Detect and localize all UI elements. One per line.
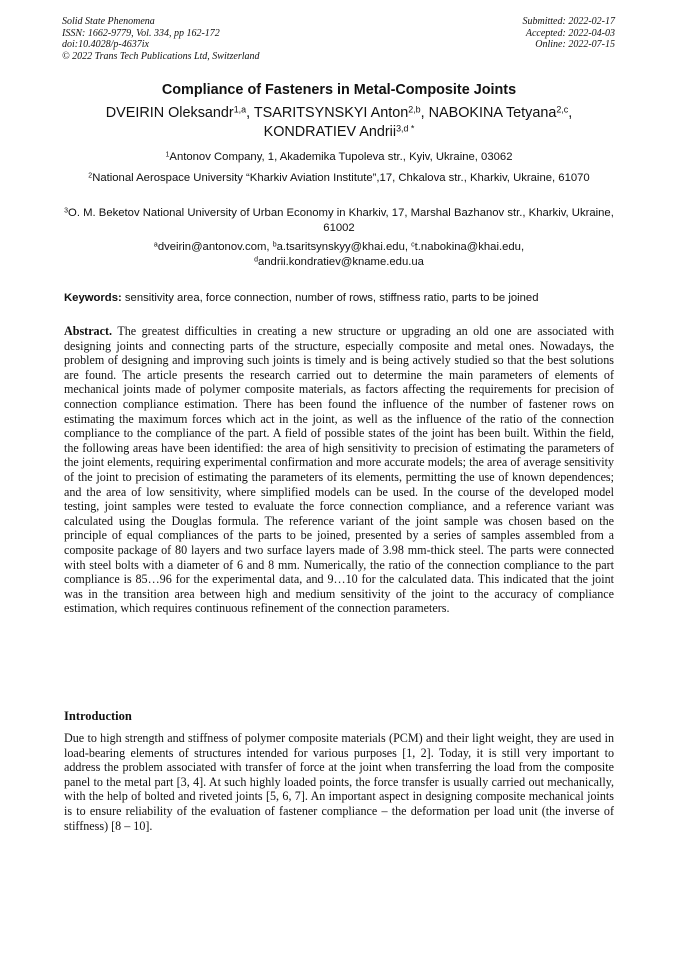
journal-name: Solid State Phenomena	[62, 16, 155, 27]
journal-doi: doi:10.4028/p-4637ix	[62, 39, 149, 51]
publication-dates	[523, 16, 616, 51]
author-affiliation-mark: 3,d *	[396, 123, 415, 134]
affiliation-text: Antonov Company, 1, Akademika Tupoleva str., Kyiv, Ukraine, 03062	[169, 151, 513, 163]
author-affiliation-mark: 1,a	[233, 104, 247, 115]
keywords-text: sensitivity area, force connection, number of rows, stiffness ratio, parts to be joined	[124, 292, 539, 304]
journal-meta	[62, 16, 260, 62]
affiliation	[64, 150, 614, 165]
author-affiliation-mark: 2,b	[408, 104, 421, 115]
author-name: DVEIRIN Oleksandr	[105, 105, 234, 121]
journal-copyright: © 2022 Trans Tech Publications Ltd, Switzerland	[62, 50, 260, 62]
affiliation-number: 1	[165, 151, 170, 159]
keywords-label: Keywords:	[64, 292, 122, 304]
affiliation-number: 3	[64, 207, 69, 215]
abstract-label: Abstract.	[64, 324, 113, 338]
email-address[interactable]: dveirin@antonov.com	[157, 241, 267, 253]
email-mark: a	[153, 241, 158, 249]
email-address[interactable]: andrii.kondratiev@kname.edu.ua	[257, 256, 424, 268]
author-list: DVEIRIN Oleksandr$^{1,a}$, TSARITSYNSKYI Anton$^{2,b}$, NABOKINA Tetyana$^{2,c}$, KONDRATIEV Andrii$^{3,d *}$	[105, 104, 573, 140]
author-name: KONDRATIEV Andrii	[263, 124, 397, 140]
affiliation-number: 2	[88, 172, 93, 180]
email-mark: d	[254, 256, 258, 264]
email-mark: b	[272, 241, 277, 249]
abstract-text: The greatest difficulties in creating a new structure or upgrading an old one are associated with designing joints and connecting parts of the structure, especially composite and metal ones. Nowadays, the problem of designing and improving such joints is timely and is being actively studied so that the best solutions are found. The article presents the research carried out to determine the main parameters of elements of mechanical joints made of polymer composite materials, as factors affecting the requirements for precision of connection compliance estimation. There has been found the influence of the number of fastener rows on estimating the maximum forces which act in the joint, as well as the influence of the ratio of the connection compliance to the compliance of the part. A field of possible states of the joint has been built. Within the field, the following areas have been identified: the area of high sensitivity to precision of estimating the parameters of the joint elements, requiring experimental confirmation and more accurate models; the area of average sensitivity of the joint to precision of estimating the parameters of its elements, permitting the use of known dependences; and the area of low sensitivity, where simplified models can be used. In the course of the developed model testing, joint samples were tested to evaluate the force connection compliance, and a reference variant was calculated using the Douglas formula. The reference variant of the joint sample was chosen based on the principle of equal compliances of the parts to be joined, presented by a series of samples assembled from a composite package of 80 layers and two surface layers made of 3.98 mm-thick steel. The parts were connected with steel bolts with a diameter of 6 and 8 mm. Numerically, the ratio of the connection compliance to the part compliance is 85…96 for the experimental data, and 9…10 for the calculated data. This indicated that the joint was in the transition area between high and medium sensitivity of the joint to the accuracy of compliance estimation, which requires continuous refinement of the connection parameters.	[64, 324, 615, 616]
abstract	[64, 324, 614, 616]
online-date: Online: 2022-07-15	[535, 39, 615, 51]
affiliation-text: O. M. Beketov National University of Urban Economy in Kharkiv, 17, Marshal Bazhanov str., Kharkiv, Ukraine, 61002	[68, 207, 614, 234]
affiliation	[64, 206, 614, 236]
affiliation-text: National Aerospace University “Kharkiv Aviation Institute”,17, Chkalova str., Kharkiv, Ukraine, 61070	[92, 172, 590, 184]
accepted-date: Accepted: 2022-04-03	[525, 27, 615, 39]
author-emails: $^a$dveirin@antonov.com, $^b$a.tsaritsynskyy@khai.edu, $^c$t.nabokina@khai.edu, $^d$andrii.kondratiev@kname.edu.ua	[153, 241, 525, 268]
introduction-paragraph: Due to high strength and stiffness of polymer composite materials (PCM) and their light weight, they are used in load-bearing elements of structures intended for various purposes [1, 2]. Today, it is still very important to address the problem associated with transfer of force at the joint when transferring the load from the composite panel to the metal part [3, 4]. At such highly loaded points, the force transfer is usually carried out mechanically, with the help of bolted and riveted joints [5, 6, 7]. An important aspect in designing composite mechanical joints is to ensure reliability of the evaluation of fastener compliance – the deformation per load unit (the inverse of stiffness) [8 – 10].	[64, 731, 614, 833]
section-heading: Introduction	[64, 709, 132, 723]
email-address[interactable]: t.nabokina@khai.edu	[414, 241, 521, 253]
keywords	[64, 291, 624, 306]
paper-title: Compliance of Fasteners in Metal-Composite Joints	[161, 82, 517, 98]
email-mark: c	[411, 241, 415, 249]
email-address[interactable]: a.tsaritsynskyy@khai.edu	[276, 241, 405, 253]
journal-issn: ISSN: 1662-9779, Vol. 334, pp 162-172	[62, 27, 220, 39]
author-name: NABOKINA Tetyana	[428, 105, 557, 121]
affiliation	[64, 171, 614, 186]
author-affiliation-mark: 2,c	[556, 104, 569, 115]
author-name: TSARITSYNSKYI Anton	[253, 105, 409, 121]
submitted-date: Submitted: 2022-02-17	[522, 16, 615, 27]
